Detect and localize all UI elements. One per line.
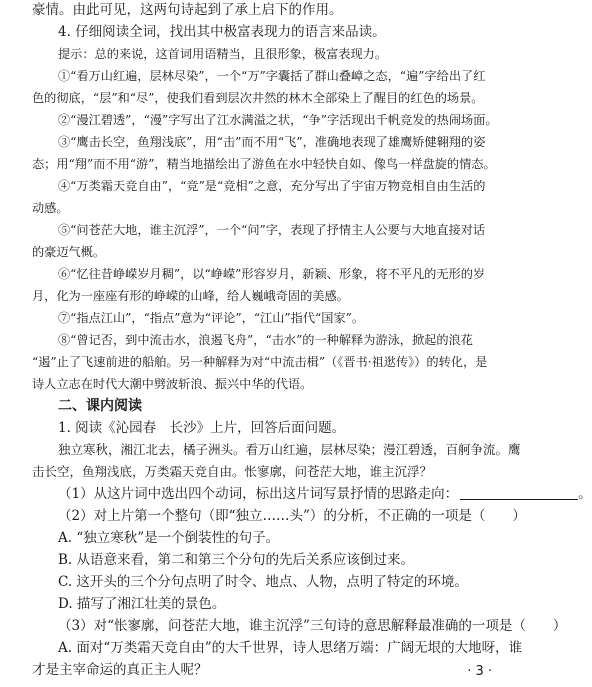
option-c: C. 这开头的三个分句点明了时令、地点、人物，点明了特定的环境。: [58, 574, 468, 590]
section-heading: 二、课内阅读: [58, 398, 142, 414]
hint-line: ②“漫江碧透”，“漫”字写出了江水满溢之状，“争”字活现出千帆竞发的热闹场面。: [58, 113, 498, 127]
option-a-cont: 才是主宰命运的真正主人呢？: [32, 662, 208, 678]
hint-line: “遏”止了飞速前进的船舶。另一种解释为对“中流击楫”（《晋书·祖逖传》）的转化，是: [32, 355, 488, 369]
hint-line: 动感。: [32, 201, 69, 215]
sub-question-2: （2）对上片第一个整句（即“独立……头”）的分析，不正确的一项是（ ）: [58, 508, 526, 524]
option-d: D. 描写了湘江壮美的景色。: [58, 596, 226, 612]
option-a: A. 面对“万类霜天竞自由”的大千世界，诗人思绪万端：广阔无垠的大地呀，谁: [58, 640, 523, 656]
question-1: 1. 阅读《沁园春 长沙》上片，回答后面问题。: [58, 420, 346, 436]
hint-line: ⑦“指点江山”，“指点”意为“评论”，“江山”指代“国家”。: [58, 311, 365, 325]
question-4: 4. 仔细阅读全词，找出其中极富表现力的语言来品读。: [58, 24, 386, 40]
hint-line: 提示：总的来说，这首词用语精当，且很形象，极富表现力。: [58, 47, 388, 61]
hint-line: ④“万类霜天竞自由”，“竞”是“竞相”之意，充分写出了宇宙万物竞相自由生活的: [58, 179, 486, 193]
hint-line: ⑥“忆往昔峥嵘岁月稠”，以“峥嵘”形容岁月，新颖、形象，将不平凡的无形的岁: [58, 267, 486, 281]
hint-line: 态；用“翔”而不用“游”，精当地描绘出了游鱼在水中轻快自如、像鸟一样盘旋的情态。: [32, 157, 496, 171]
answer-blank[interactable]: [460, 487, 578, 500]
hint-line: 色的彻底，“层”和“尽”，使我们看到层次井然的林木全部染上了醒目的红色的场景。: [32, 91, 484, 105]
option-b: B. 从语意来看，第二和第三个分句的先后关系应该倒过来。: [58, 552, 415, 568]
option-a: A. “独立寒秋”是一个倒装性的句子。: [58, 530, 280, 546]
sub-question-3: （3）对“怅寥廓，问苍茫大地，谁主沉浮”三句诗的意思解释最准确的一项是（ ）: [58, 618, 567, 634]
hint-line: ⑧“曾记否，到中流击水，浪遏飞舟”，“击水”的一种解释为游泳，掀起的浪花: [58, 333, 473, 347]
poem-line: 击长空，鱼翔浅底，万类霜天竞自由。怅寥廓，问苍茫大地，谁主沉浮？: [32, 464, 433, 479]
hint-line: 诗人立志在时代大潮中劈波斩浪、振兴中华的代语。: [32, 377, 313, 391]
hint-line: 月，化为一座座有形的峥嵘的山峰，给人巍峨奇固的美感。: [32, 289, 349, 303]
hint-line: ①“看万山红遍，层林尽染”，一个“万”字囊括了群山叠嶂之态，“遍”字给出了红: [58, 69, 486, 83]
hint-line: ⑤“问苍茫大地，谁主沉浮”，一个“问”字，表现了抒情主人公要与大地直接对话: [58, 223, 486, 237]
poem-line: 独立寒秋，湘江北去，橘子洲头。看万山红遍，层林尽染；漫江碧透，百舸争流。鹰: [58, 442, 521, 457]
hint-line: ③“鹰击长空，鱼翔浅底”，用“击”而不用“飞”，准确地表现了雄鹰矫健翱翔的姿: [58, 135, 486, 149]
sub-question-1-text: （1）从这片词中选出四个动词，标出这片词写景抒情的思路走向：: [58, 486, 459, 502]
text-line: 豪情。由此可见，这两句诗起到了承上启下的作用。: [32, 2, 343, 18]
hint-line: 的豪迈气概。: [32, 245, 106, 259]
page-number: · 3 ·: [467, 664, 492, 679]
sub-question-1: （1）从这片词中选出四个动词，标出这片词写景抒情的思路走向： 。: [58, 486, 592, 502]
